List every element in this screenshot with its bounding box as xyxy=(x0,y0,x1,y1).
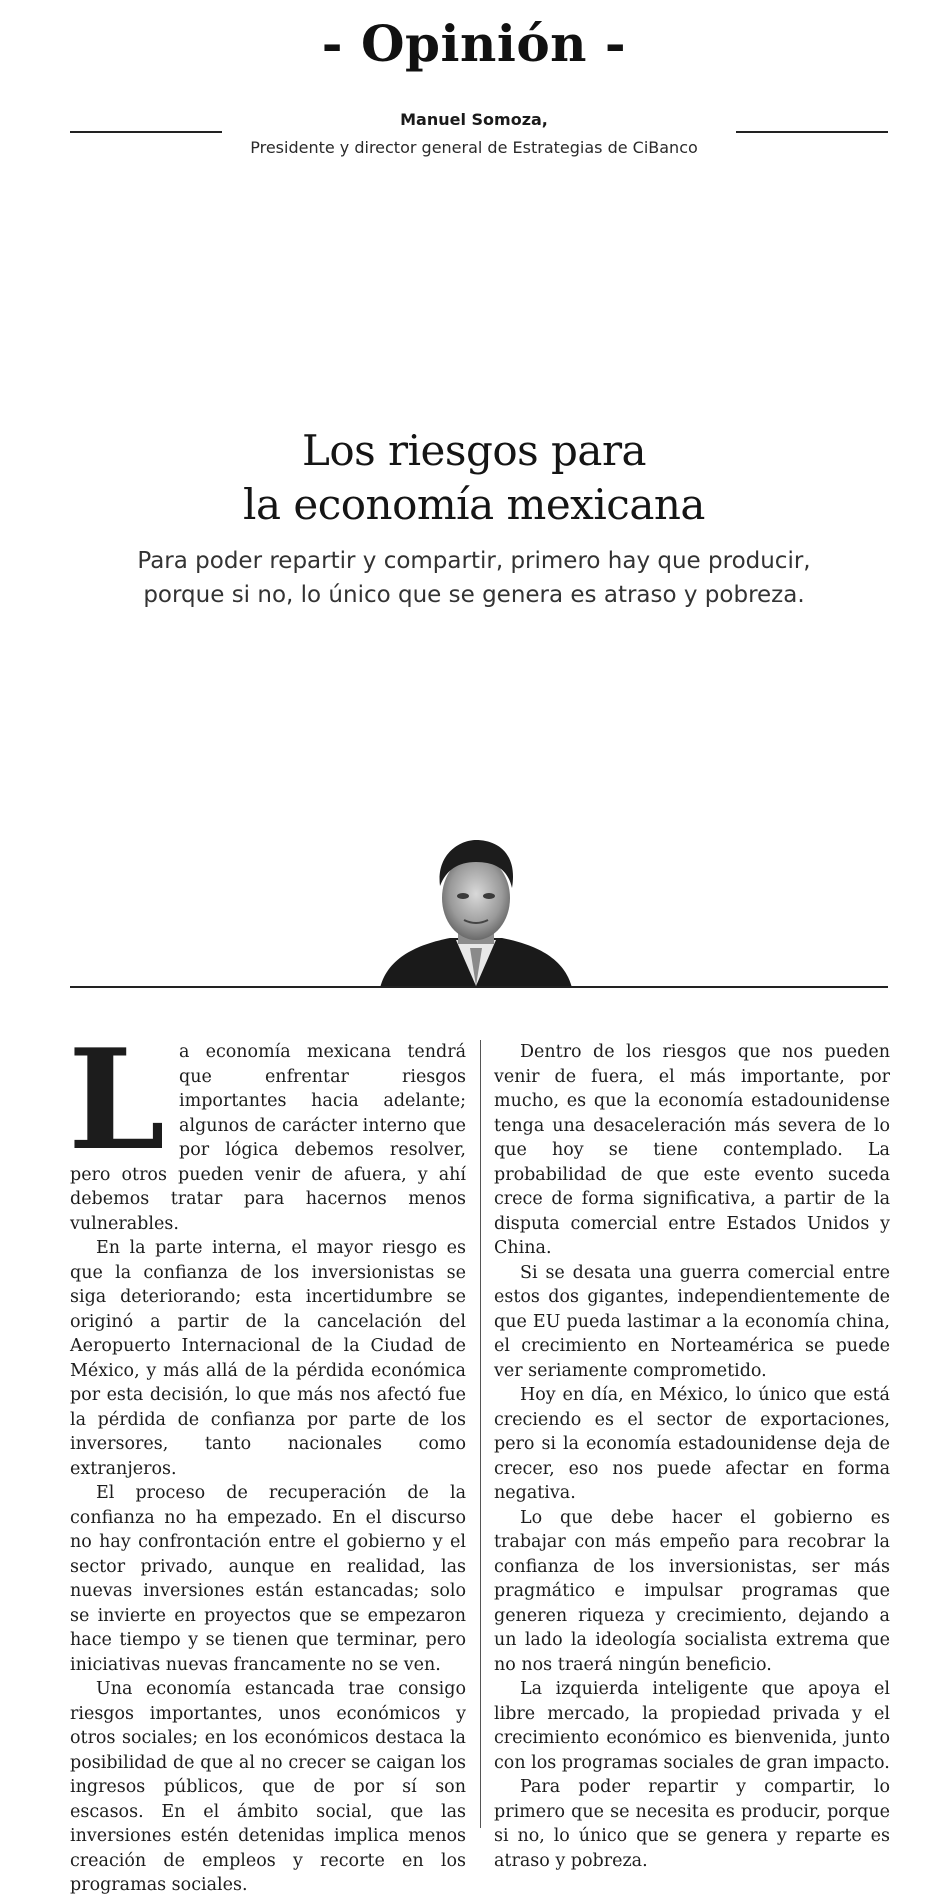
paragraph-9: La izquierda inteligente que apoya el libre mercado, la propiedad privada y el crecimiento económico es bienvenida, junto con los programas sociales de gran impacto. xyxy=(494,1679,890,1773)
paragraph-10: Para poder repartir y compartir, lo primero que se necesita es producir, porque si no, lo único que se genera y reparte es atraso y pobreza. xyxy=(494,1777,890,1871)
byline-rule-right xyxy=(736,131,888,133)
paragraph-7: Hoy en día, en México, lo único que está creciendo es el sector de exportaciones, pero si la economía estadounidense deja de crecer, eso nos puede afectar en forma negativa. xyxy=(494,1385,890,1503)
dek-line-1: Para poder repartir y compartir, primero hay que producir, xyxy=(137,548,811,574)
paragraph-5: Dentro de los riesgos que nos pueden venir de fuera, el más importante, por mucho, es que la economía estadounidense tenga una desaceleración más severa de lo que hoy se tiene contemplado. La probabilidad de que este evento suceda crece de forma significativa, a partir de la disputa comercial entre Estados Unidos y China. xyxy=(494,1042,890,1258)
paragraph-8: Lo que debe hacer el gobierno es trabajar con más empeño para recobrar la confianza de los inversionistas, ser más pragmático e impulsar programas que generen riqueza y crecimiento, dejando a un lado la ideología socialista extrema que no nos traerá ningún beneficio. xyxy=(494,1507,890,1675)
article-body xyxy=(68,1018,890,1895)
photo-rule xyxy=(70,986,888,988)
paragraph-1 xyxy=(68,1018,466,1236)
headline-line-1: Los riesgos para xyxy=(301,426,647,475)
byline-rule-left xyxy=(70,131,222,133)
paragraph-6: Si se desata una guerra comercial entre estos dos gigantes, independientemente de que EU pueda lastimar a la economía china, el crecimiento en Norteamérica se puede ver seriamente comprometido. xyxy=(494,1262,890,1381)
article-column-right xyxy=(494,1040,890,1873)
article-dek xyxy=(0,544,948,612)
drop-cap: L xyxy=(68,1018,166,1181)
paragraph-3: El proceso de recuperación de la confianza no ha empezado. En el discurso no hay confrontación entre el gobierno y el sector privado, aunque en realidad, las nuevas inversiones están estancadas; solo se invierte en proyectos que se empezaron hace tiempo y se tienen que terminar, pero iniciativas nuevas francamente no se ven. xyxy=(70,1483,466,1675)
dek-line-2: porque si no, lo único que se genera es atraso y pobreza. xyxy=(143,582,805,608)
section-title: - Opinión - xyxy=(321,14,627,73)
column-divider xyxy=(480,1040,481,1828)
author-portrait xyxy=(370,836,582,988)
headline-line-2: la economía mexicana xyxy=(243,480,705,529)
article-headline xyxy=(0,424,948,532)
paragraph-4: Una economía estancada trae consigo riesgos importantes, unos económicos y otros sociales; en los económicos destaca la posibilidad de que al no crecer se caigan los ingresos públicos, que de por sí son escasos. En el ámbito social, que las inversiones estén detenidas implica menos creación de empleos y recorte en los programas sociales. xyxy=(70,1679,466,1895)
author-role: Presidente y director general de Estrategias de CiBanco xyxy=(250,138,698,157)
paragraph-1-text: a economía mexicana tendrá que enfrentar riesgos importantes hacia adelante; algunos de carácter interno que por lógica debemos resolver, pero otros pueden venir de afuera, y ahí debemos tratar para hacernos menos vulnerables. xyxy=(70,1042,466,1234)
paragraph-2: En la parte interna, el mayor riesgo es que la confianza de los inversionistas se siga deteriorando; esta incertidumbre se originó a partir de la cancelación del Aeropuerto Internacional de la Ciudad de México, y más allá de la pérdida económica por esta decisión, lo que más nos afectó fue la pérdida de confianza por parte de los inversores, tanto nacionales como extranjeros. xyxy=(70,1238,466,1479)
article-column-left xyxy=(68,1018,466,1898)
author-name: Manuel Somoza, xyxy=(400,110,548,129)
